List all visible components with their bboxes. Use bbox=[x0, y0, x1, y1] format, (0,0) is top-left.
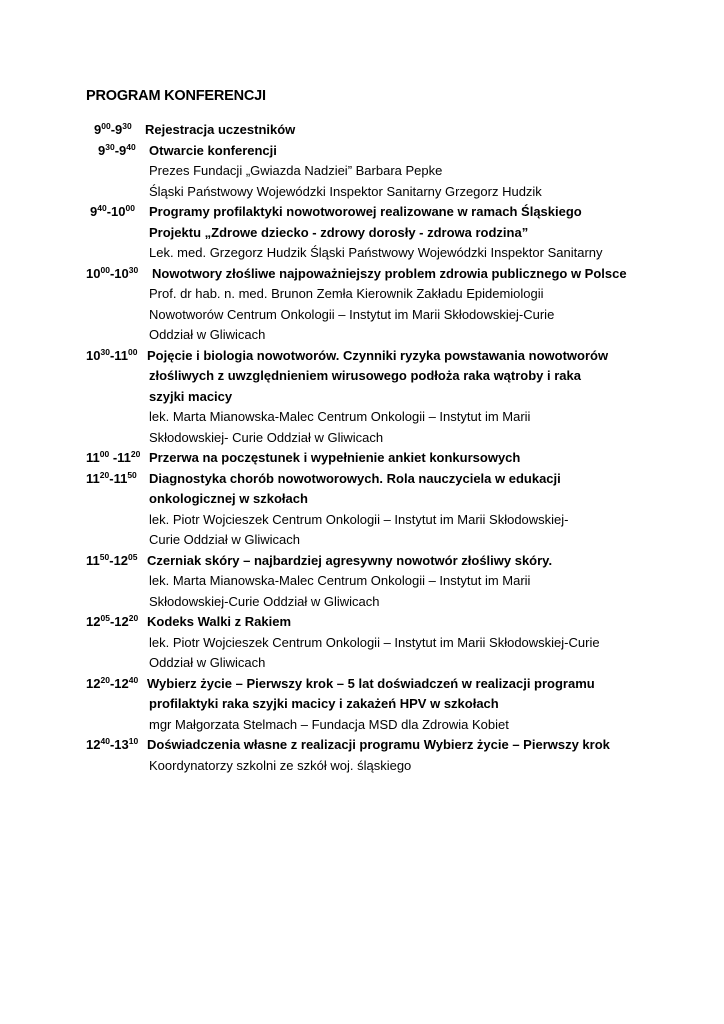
agenda-line bbox=[0, 571, 724, 592]
session-speaker: lek. Piotr Wojcieszek Centrum Onkologii – Instytut im Marii Skłodowskiej-Curie bbox=[149, 634, 600, 650]
session-title: Projektu „Zdrowe dziecko - zdrowy dorosły - zdrowa rodzina” bbox=[149, 224, 529, 240]
session-speaker: Koordynatorzy szkolni ze szkół woj. śląskiego bbox=[149, 757, 412, 773]
time-h1: 12 bbox=[86, 614, 101, 629]
time-range bbox=[86, 551, 138, 572]
agenda-line bbox=[0, 530, 724, 551]
agenda-line bbox=[0, 510, 724, 531]
agenda-line bbox=[0, 161, 724, 182]
time-sep: - bbox=[109, 614, 115, 629]
session-speaker: Prof. dr hab. n. med. Brunon Zemła Kierownik Zakładu Epidemiologii bbox=[149, 286, 544, 301]
agenda-entry bbox=[0, 264, 724, 346]
agenda-line bbox=[0, 715, 724, 736]
time-h1: 11 bbox=[86, 552, 100, 568]
time-m2: 40 bbox=[126, 141, 136, 152]
session-title: Doświadczenia własne z realizacji programu Wybierz życie – Pierwszy krok bbox=[147, 737, 610, 752]
session-title: szyjki macicy bbox=[149, 388, 233, 404]
session-speaker: mgr Małgorzata Stelmach – Fundacja MSD dla Zdrowia Kobiet bbox=[149, 716, 509, 732]
time-m1: 00 bbox=[100, 264, 110, 275]
time-h2: 11 bbox=[113, 470, 128, 486]
agenda-entry bbox=[0, 735, 724, 776]
agenda-line bbox=[0, 428, 724, 449]
time-m2: 00 bbox=[128, 346, 138, 357]
time-sep: - bbox=[109, 552, 114, 568]
time-sep: - bbox=[109, 265, 115, 281]
time-range bbox=[86, 448, 140, 469]
time-sep: - bbox=[109, 347, 115, 363]
agenda-line bbox=[0, 653, 724, 674]
session-title: Przerwa na poczęstunek i wypełnienie ankiet konkursowych bbox=[149, 450, 521, 465]
agenda-entry bbox=[0, 469, 724, 551]
time-h1: 9 bbox=[90, 204, 98, 219]
time-range bbox=[90, 202, 135, 223]
agenda-line bbox=[0, 551, 724, 572]
time-m1: 30 bbox=[100, 346, 110, 357]
agenda-entry bbox=[0, 674, 724, 736]
time-h2: 12 bbox=[114, 675, 129, 691]
agenda-entry bbox=[0, 551, 724, 613]
agenda-line bbox=[0, 674, 724, 695]
time-h1: 11 bbox=[86, 450, 100, 465]
agenda-entry bbox=[0, 141, 724, 203]
session-speaker: Curie Oddział w Gliwicach bbox=[149, 532, 300, 547]
agenda-line bbox=[0, 243, 724, 264]
agenda-list bbox=[0, 120, 724, 776]
time-range bbox=[94, 120, 132, 141]
session-speaker: Oddział w Gliwicach bbox=[149, 655, 266, 670]
session-speaker: Śląski Państwowy Wojewódzki Inspektor Sanitarny Grzegorz Hudzik bbox=[149, 183, 542, 199]
time-m1: 40 bbox=[97, 203, 107, 213]
session-title: Pojęcie i biologia nowotworów. Czynniki ryzyka powstawania nowotworów bbox=[147, 347, 609, 363]
session-speaker: Prezes Fundacji „Gwiazda Nadziei” Barbara Pepke bbox=[149, 163, 443, 178]
time-h2: 12 bbox=[114, 614, 129, 629]
session-speaker: Lek. med. Grzegorz Hudzik Śląski Państwowy Wojewódzki Inspektor Sanitarny bbox=[149, 245, 603, 260]
time-sep: - bbox=[106, 204, 112, 219]
time-m1: 05 bbox=[100, 613, 110, 623]
time-h1: 12 bbox=[86, 675, 101, 691]
agenda-line bbox=[0, 612, 724, 633]
session-speaker: lek. Marta Mianowska-Malec Centrum Onkologii – Instytut im Marii bbox=[149, 409, 531, 424]
time-h1: 10 bbox=[86, 347, 101, 363]
time-h2: 12 bbox=[113, 552, 129, 568]
session-title: Programy profilaktyki nowotworowej realizowane w ramach Śląskiego bbox=[149, 204, 582, 219]
time-sep: - bbox=[109, 737, 115, 752]
session-speaker: Skłodowskiej- Curie Oddział w Gliwicach bbox=[149, 429, 384, 445]
agenda-line bbox=[0, 264, 724, 285]
time-h2: 13 bbox=[114, 737, 129, 752]
time-m1: 30 bbox=[105, 141, 115, 152]
session-title: onkologicznej w szkołach bbox=[149, 491, 308, 506]
time-m1: 00 bbox=[101, 121, 111, 131]
session-speaker: Oddział w Gliwicach bbox=[149, 327, 266, 342]
agenda-line bbox=[0, 120, 724, 141]
agenda-line bbox=[0, 469, 724, 490]
time-h2: 11 bbox=[114, 347, 129, 363]
time-sep: - bbox=[114, 142, 120, 158]
time-m2: 10 bbox=[128, 736, 139, 746]
time-h2: 10 bbox=[111, 204, 126, 219]
time-range bbox=[86, 469, 137, 490]
session-speaker: lek. Piotr Wojcieszek Centrum Onkologii – Instytut im Marii Skłodowskiej- bbox=[149, 511, 569, 527]
agenda-line bbox=[0, 735, 724, 756]
session-speaker: Skłodowskiej-Curie Oddział w Gliwicach bbox=[149, 593, 380, 609]
agenda-line bbox=[0, 284, 724, 305]
time-m1: 20 bbox=[99, 469, 110, 480]
time-h1: 11 bbox=[86, 470, 100, 486]
time-h1: 12 bbox=[86, 737, 101, 752]
time-h1: 9 bbox=[98, 142, 106, 158]
time-m1: 00 bbox=[99, 449, 110, 459]
time-range bbox=[98, 141, 136, 162]
agenda-line bbox=[0, 305, 724, 326]
time-m1: 50 bbox=[99, 551, 110, 562]
time-m2: 05 bbox=[128, 551, 138, 562]
agenda-line bbox=[0, 346, 724, 367]
time-sep: - bbox=[109, 675, 115, 691]
session-title: złośliwych z uwzględnieniem wirusowego podłoża raka wątroby i raka bbox=[149, 368, 581, 383]
time-m2: 30 bbox=[122, 121, 132, 131]
time-m2: 00 bbox=[125, 203, 135, 213]
agenda-entry bbox=[0, 448, 724, 469]
time-h1: 10 bbox=[86, 265, 101, 281]
time-m2: 20 bbox=[128, 613, 139, 623]
session-title: profilaktyki raka szyjki macicy i zakażeń HPV w szkołach bbox=[149, 696, 499, 711]
agenda-line bbox=[0, 633, 724, 654]
time-sep: - bbox=[109, 450, 118, 465]
time-sep: - bbox=[110, 122, 116, 137]
time-h2: 10 bbox=[114, 265, 129, 281]
time-m1: 40 bbox=[100, 736, 110, 746]
session-title: Czerniak skóry – najbardziej agresywny nowotwór złośliwy skóry. bbox=[147, 552, 553, 568]
agenda-line bbox=[0, 694, 724, 715]
agenda-line bbox=[0, 407, 724, 428]
agenda-entry bbox=[0, 346, 724, 449]
time-m1: 20 bbox=[100, 674, 110, 685]
agenda-line bbox=[0, 366, 724, 387]
agenda-line bbox=[0, 489, 724, 510]
session-title: Wybierz życie – Pierwszy krok – 5 lat doświadczeń w realizacji programu bbox=[147, 675, 595, 691]
agenda-line bbox=[0, 223, 724, 244]
time-range bbox=[86, 264, 138, 285]
time-range bbox=[86, 735, 138, 756]
agenda-line bbox=[0, 448, 724, 469]
agenda-entry bbox=[0, 202, 724, 264]
time-h1: 9 bbox=[94, 122, 102, 137]
agenda-line bbox=[0, 141, 724, 162]
agenda-entry bbox=[0, 120, 724, 141]
time-m2: 30 bbox=[128, 264, 139, 275]
time-sep: - bbox=[109, 470, 114, 486]
agenda-line bbox=[0, 202, 724, 223]
time-m2: 40 bbox=[128, 674, 139, 685]
session-title: Otwarcie konferencji bbox=[149, 142, 277, 158]
time-range bbox=[86, 612, 138, 633]
time-h2: 9 bbox=[119, 142, 127, 158]
agenda-line bbox=[0, 387, 724, 408]
session-speaker: lek. Marta Mianowska-Malec Centrum Onkologii – Instytut im Marii bbox=[149, 573, 531, 588]
time-m2: 20 bbox=[130, 449, 141, 459]
session-title: Nowotwory złośliwe najpoważniejszy problem zdrowia publicznego w Polsce bbox=[152, 265, 627, 281]
time-range bbox=[86, 674, 138, 695]
agenda-line bbox=[0, 182, 724, 203]
session-title: Rejestracja uczestników bbox=[145, 122, 296, 137]
time-m2: 50 bbox=[127, 469, 137, 480]
time-h2: 9 bbox=[115, 122, 123, 137]
session-title: Kodeks Walki z Rakiem bbox=[147, 614, 292, 629]
agenda-line bbox=[0, 592, 724, 613]
time-range bbox=[86, 346, 138, 367]
time-h2: 11 bbox=[117, 450, 131, 465]
document-title: PROGRAM KONFERENCJI bbox=[86, 88, 266, 104]
session-title: Diagnostyka chorób nowotworowych. Rola nauczyciela w edukacji bbox=[149, 470, 561, 486]
session-speaker: Nowotworów Centrum Onkologii – Instytut im Marii Skłodowskiej-Curie bbox=[149, 306, 555, 322]
agenda-entry bbox=[0, 612, 724, 674]
agenda-line bbox=[0, 756, 724, 777]
agenda-line bbox=[0, 325, 724, 346]
